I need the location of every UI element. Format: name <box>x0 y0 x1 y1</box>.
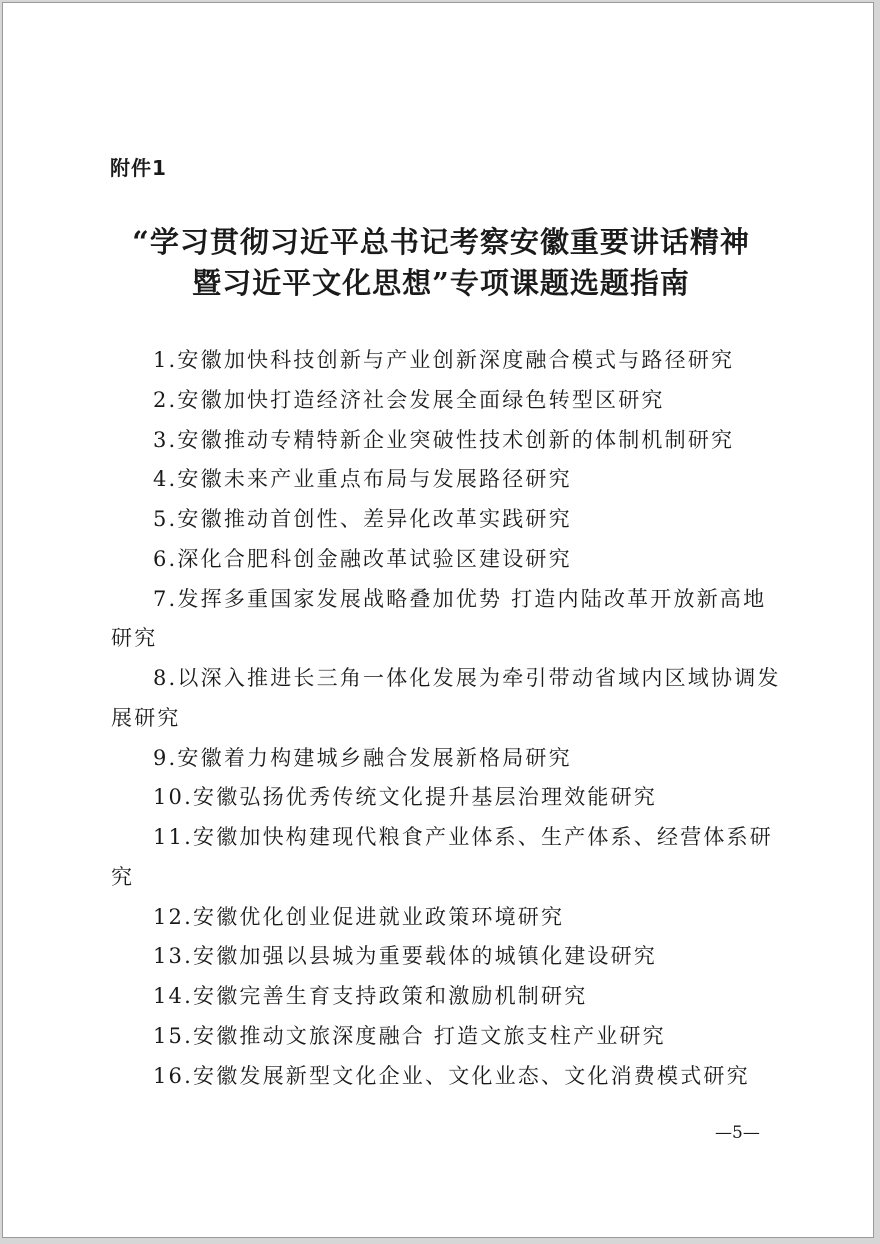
topic-item-4: 4.安徽未来产业重点布局与发展路径研究 <box>153 467 572 492</box>
topic-item-10: 10.安徽弘扬优秀传统文化提升基层治理效能研究 <box>153 785 657 810</box>
topic-item-13: 13.安徽加强以县城为重要载体的城镇化建设研究 <box>153 944 657 969</box>
topic-item-9: 9.安徽着力构建城乡融合发展新格局研究 <box>153 745 572 770</box>
page-number: —5— <box>715 1123 760 1143</box>
topic-item-15: 15.安徽推动文旅深度融合 打造文旅支柱产业研究 <box>153 1023 666 1048</box>
document-title-line-1: “学习贯彻习近平总书记考察安徽重要讲话精神 <box>132 225 750 259</box>
topic-item-12: 12.安徽优化创业促进就业政策环境研究 <box>153 904 565 929</box>
topic-item-1: 1.安徽加快科技创新与产业创新深度融合模式与路径研究 <box>153 348 735 372</box>
topic-item-3: 3.安徽推动专精特新企业突破性技术创新的体制机制研究 <box>153 427 735 452</box>
topic-item-14: 14.安徽完善生育支持政策和激励机制研究 <box>153 984 588 1008</box>
topic-item-8: 8.以深入推进长三角一体化发展为牵引带动省域内区域协调发展研究 <box>111 666 781 730</box>
document-title-line-2: 暨习近平文化思想”专项课题选题指南 <box>192 266 690 300</box>
topic-item-2: 2.安徽加快打造经济社会发展全面绿色转型区研究 <box>153 387 665 412</box>
topic-item-7: 7.发挥多重国家发展战略叠加优势 打造内陆改革开放新高地研究 <box>111 586 767 651</box>
topic-item-11: 11.安徽加快构建现代粮食产业体系、生产体系、经营体系研究 <box>111 825 773 889</box>
topic-list <box>111 341 783 1096</box>
attachment-label: 附件1 <box>110 156 167 180</box>
document-page <box>2 2 874 1238</box>
topic-item-6: 6.深化合肥科创金融改革试验区建设研究 <box>153 546 572 571</box>
topic-item-16: 16.安徽发展新型文化企业、文化业态、文化消费模式研究 <box>153 1063 750 1088</box>
topic-item-5: 5.安徽推动首创性、差异化改革实践研究 <box>153 507 572 531</box>
